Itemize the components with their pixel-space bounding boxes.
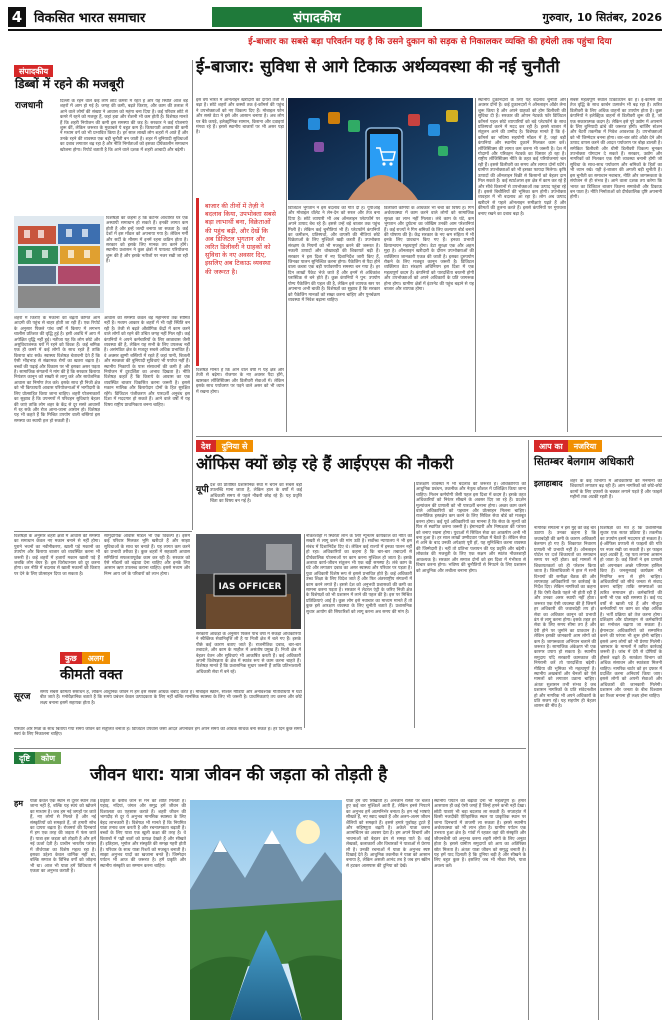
price-kicker-secondary: अलग xyxy=(82,652,110,664)
life-text-4: स्थानीय पर्यटन को बढ़ावा देना भी महत्वपूर्ण है। हमारे आसपास ही कई ऐसी जगहें हैं जिन्हें हमने कभी नहीं देखा। छोटी यात्राएं भी बड़ा बदलाव ला सकती हैं। सप्ताहांत में किसी नजदीकी ऐतिहासिक स्थल या प्राकृतिक स्थान पर जाना दिनचर्या में ताजगी ला सकता है। इससे स्थानीय अर्थव्यवस्था को भी लाभ होता है। ग्रामीण पर्यटन एक उभरता हुआ क्षेत्र है। गांवों में रहकर वहां की संस्कृति और जीवनशैली को अनुभव करना शहरी लोगों के लिए अनूठा होता है। इससे ग्रामीण समुदायों को आय का अतिरिक्त स्रोत मिलता है। अंततः यात्रा जीवन को समृद्ध बनाती है। यह हमें याद दिलाती है कि दुनिया बड़ी है और सीखने के लिए बहुत कुछ है। इसलिए जब भी मौका मिले, यात्रा अवश्य करें। xyxy=(434,799,526,869)
ias-kicker xyxy=(196,440,253,452)
lead-text-1: इस वर्ष भारत में ऑनलाइन खरीदारी का दायरा तेजी से बढ़ा है। छोटे शहरों और कस्बों तक ई-कॉमर्स की पहुंच ने उपभोक्ताओं को नए विकल्प दिए हैं। मोबाइल फोन और सस्ते डेटा ने इसे और आसान बनाया है। अब लोग घर बैठे कपड़े, इलेक्ट्रॉनिक सामान, किराना और दवाइयां मंगवा रहे हैं। इससे स्थानीय बाजारों पर भी असर पड़ा है। xyxy=(196,98,284,136)
life-kicker xyxy=(14,752,61,764)
container-homes-photo xyxy=(14,216,104,313)
ias-officer-photo xyxy=(196,534,301,629)
price-dateline: सूरज xyxy=(14,692,31,702)
september-text-2: नागरिक संगठनों ने इस मुद्दे को कई बार उठाया है। उनका कहना है कि जवाबदेही की कमी के कारण अधिकारी बेलगाम हो गए हैं। शिकायत निवारण प्रणाली भी प्रभावी नहीं है। ऑनलाइन पोर्टल पर दर्ज शिकायतों का समाधान समय पर नहीं होता। कई मामलों में शिकायतकर्ता को ही परेशान किया जाता है। जिलाधिकारी ने हाल में सभी विभागों की समीक्षा बैठक की और लापरवाह अधिकारियों पर कार्रवाई के निर्देश दिए। लेकिन नागरिकों का कहना है कि ऐसी बैठकें पहले भी होती रही हैं और उनका असर स्थायी नहीं होता। जरूरत एक ऐसी व्यवस्था की है जिसमें हर अधिकारी की जवाबदेही तय हो। सेवा का अधिकार कानून को प्रभावी ढंग से लागू करना होगा। इसके तहत हर सेवा के लिए समय सीमा तय है और देरी होने पर जुर्माने का प्रावधान है। लेकिन इसकी जानकारी आम लोगों को कम है। जागरूकता अभियान चलाने की जरूरत है। सामाजिक अंकेक्षण भी एक कारगर उपाय हो सकता है। स्थानीय समुदाय यदि सरकारी कामकाज की निगरानी करें तो पारदर्शिता बढ़ेगी। मीडिया की भूमिका भी महत्वपूर्ण है। स्थानीय अखबारों और चैनलों को ऐसे मामलों को लगातार उठाना चाहिए। अंततः सुशासन तभी संभव है जब प्रशासन नागरिकों के प्रति संवेदनशील हो और नागरिक भी अपने अधिकारों के प्रति सजग रहें। यह सहयोग ही बेहतर शासन की नींव है। xyxy=(534,526,596,710)
masthead xyxy=(8,5,662,31)
lead-text-6: सबसे महत्वपूर्ण सवाल टिकाऊपन का है। ई-कॉमर्स की तेज वृद्धि के साथ कार्बन उत्सर्जन भी बढ़ रहा है। त्वरित डिलीवरी के लिए अधिक वाहनों का उपयोग होता है। कुछ कंपनियों ने इलेक्ट्रिक वाहनों से डिलीवरी शुरू की है, जो एक सकारात्मक कदम है। लेकिन इसे पूरे उद्योग में अपनाने के लिए बुनियादी ढांचे की जरूरत होगी। चार्जिंग स्टेशन और बैटरी तकनीक में निवेश आवश्यक है। उपभोक्ताओं को भी जिम्मेदार बनना होगा। बार-बार छोटे ऑर्डर देने और उत्पाद वापस करने की आदत पर्यावरण पर बोझ डालती है। समेकित डिलीवरी और धीमी डिलीवरी विकल्प चुनकर उपभोक्ता योगदान दे सकते हैं। सरकार, उद्योग और नागरिकों को मिलकर एक ऐसी व्यवस्था बनानी होगी जो सुविधा के साथ-साथ पर्यावरण और श्रमिकों के हितों का भी ध्यान रखे। यही ई-बाजार की अगली बड़ी चुनौती है। इस चुनौती का समाधान नवाचार, नीति और जागरूकता के संयोजन से ही संभव है। आने वाला दशक तय करेगा कि भारत का डिजिटल बाजार कितना समावेशी और टिकाऊ बन पाता है। नीति निर्माताओं को दीर्घकालिक दृष्टि अपनानी होगी। xyxy=(570,98,662,201)
lead-quote xyxy=(196,198,284,366)
left-dateline: राजधानी xyxy=(15,101,43,111)
life-text-1: यात्रा केवल एक स्थान से दूसरे स्थान तक जाना नहीं है, बल्कि यह स्वयं को खोजने का माध्यम है। जब हम नई जगहों पर जाते हैं, नए लोगों से मिलते हैं और नई संस्कृतियों को समझते हैं, तो हमारी सोच का दायरा बढ़ता है। रोजमर्रा की दिनचर्या में हम एक तरह की जड़ता में फंस जाते हैं। यात्रा इस जड़ता को तोड़ती है और हमें नई ऊर्जा देती है। प्राचीन भारतीय परंपरा में तीर्थयात्रा का विशेष महत्व रहा है। इसका उद्देश्य केवल धार्मिक नहीं था, बल्कि समाज के विभिन्न वर्गों को जोड़ना भी था। आज भी यात्रा हमें विविधता में एकता का अनुभव कराती है। xyxy=(30,799,96,875)
ias-text-2: सरकारी आंकड़ों के अनुसार पिछले पांच वर्षों में सैकड़ों अधिकारियों ने स्वैच्छिक सेवानिवृत्ति ली है या निजी क्षेत्र में चले गए हैं। इसके पीछे कई कारण बताए जाते हैं। राजनीतिक दबाव, बार-बार तबादले, और काम के माहौल में असंतोष प्रमुख हैं। निजी क्षेत्र में बेहतर वेतन और सुविधाएं भी आकर्षित करती हैं। कई अधिकारी अपनी विशेषज्ञता के क्षेत्र में स्वतंत्र रूप से काम करना चाहते हैं। विशेषज्ञ मानते हैं कि प्रशासनिक सुधार जरूरी हैं ताकि प्रतिभाशाली अधिकारी सेवा में बने रहें। xyxy=(196,632,301,675)
ias-text-4: प्रशिक्षण व्यवस्था में भी बदलाव की जरूरत है। अधिकारियों को आधुनिक प्रबंधन, तकनीक और नेतृत्व कौशल में प्रशिक्षित किया जाना चाहिए। मिशन कर्मयोगी जैसी पहल इस दिशा में कदम है। इसके तहत अधिकारियों को निरंतर सीखने के अवसर दिए जा रहे हैं। प्रदर्शन मूल्यांकन की प्रणाली को भी पारदर्शी बनाना होगा। अच्छा काम करने वाले अधिकारियों को पहचान और प्रोत्साहन मिलना चाहिए। राजनीतिक हस्तक्षेप कम करने के लिए सिविल सेवा बोर्ड को मजबूत करना होगा। कई पूर्व अधिकारियों का मानना है कि सेवा के मूल्यों को फिर से स्थापित करना जरूरी है। ईमानदारी और निष्पक्षता की परंपरा को बनाए रखना होगा। युवाओं में सिविल सेवा का आकर्षण अभी भी बना हुआ है। हर साल लाखों उम्मीदवार परीक्षा में बैठते हैं। लेकिन सेवा में आने के बाद उनकी अपेक्षाएं पूरी हों, यह सुनिश्चित करना व्यवस्था की जिम्मेदारी है। नहीं तो प्रतिभा पलायन की यह प्रवृत्ति और बढ़ेगी। लोकतंत्र की मजबूती के लिए एक सक्षम और स्वतंत्र नौकरशाही आवश्यक है। सरकार और समाज दोनों को इस दिशा में गंभीरता से विचार करना होगा। भविष्य की चुनौतियों से निपटने के लिए प्रशासन को आधुनिक और लचीला बनाना होगा। xyxy=(416,482,526,574)
september-headline: सितम्बर बेलगाम अधिकारी xyxy=(534,456,634,468)
mountain-river-illustration xyxy=(190,800,342,1020)
column-rule-lead-2 xyxy=(475,98,476,432)
life-headline: जीवन धारा: यात्रा जीवन की जड़ता को तोड़ती है xyxy=(90,765,388,785)
page-number: 4 xyxy=(8,7,26,27)
lead-text-5: स्थानीय दुकानदारों के लिए यह बदलाव चुनौती और अवसर दोनों है। कई दुकानदारों ने ऑनलाइन ऑर्डर लेना शुरू किया है और अपने ग्राहकों को होम डिलीवरी की सुविधा दी है। सरकार की ओपन नेटवर्क फॉर डिजिटल कॉमर्स पहल छोटे व्यापारियों को बड़े प्लेटफॉर्म के साथ प्रतिस्पर्धा करने में मदद कर रही है। इससे बाजार में संतुलन आने की उम्मीद है। विशेषज्ञ मानते हैं कि ई-कॉमर्स का भविष्य सहयोगी मॉडल में है, जहां बड़ी कंपनियां और स्थानीय दुकानें मिलकर काम करें। लॉजिस्टिक्स की लागत कम करना भी जरूरी है। देश में गोदामों और परिवहन नेटवर्क का विस्तार हो रहा है। राष्ट्रीय लॉजिस्टिक्स नीति के तहत कई परियोजनाएं चल रही हैं। इससे डिलीवरी का समय और लागत दोनों घटेंगे। ग्रामीण उपभोक्ताओं को भी इसका फायदा मिलेगा। कृषि उत्पादों की ऑनलाइन बिक्री से किसानों को बेहतर दाम मिल सकते हैं। कई स्टार्टअप्स इस क्षेत्र में काम कर रहे हैं और सीधे किसानों से उपभोक्ताओं तक उत्पाद पहुंचा रहे हैं। इससे बिचौलियों की भूमिका कम होगी। उपभोक्ता व्यवहार में भी बदलाव आ रहा है। लोग अब उत्पाद खरीदने से पहले ऑनलाइन समीक्षाएं पढ़ते हैं और कीमतों की तुलना करते हैं। इससे कंपनियों पर गुणवत्ता बनाए रखने का दबाव बढ़ा है। xyxy=(478,98,566,217)
lead-strap: ई-बाजार का सबसे बड़ा परिवर्तन यह है कि उसने दुकान को सड़क से निकालकर व्यक्ति की हथेली तक पहुंचा दिया xyxy=(248,37,612,47)
life-text-2: प्रकृति के करीब जाने से मन को शांति मिलती है। पहाड़, नदियां, जंगल और समुद्र हमें जीवन की विशालता का एहसास कराते हैं। शहरी जीवन की भागदौड़ से दूर ये अनुभव मानसिक स्वास्थ्य के लिए बेहद लाभकारी हैं। विशेषज्ञ भी मानते हैं कि नियमित यात्रा तनाव कम करती है और रचनात्मकता बढ़ाती है। बच्चों के लिए यात्रा एक खुली कक्षा की तरह है। वे किताबों में पढ़ी बातों को प्रत्यक्ष देखते हैं और सीखते हैं। इतिहास, भूगोल और संस्कृति की समझ गहरी होती है। परिवार के साथ यात्रा रिश्तों को मजबूत बनाती है। साझा अनुभव यादों का खजाना बनते हैं। जिम्मेदार पर्यटन भी आज की जरूरत है। हमें प्रकृति और स्थानीय संस्कृति का सम्मान करना चाहिए। xyxy=(100,799,186,869)
life-text-3: यात्रा हमें धैर्य सिखाती है। अनजान रास्तों पर चलते हुए कई बार मुश्किलें आती हैं, लेकिन इनसे निपटने का अनुभव हमें आत्मनिर्भर बनाता है। हम नई भाषाएं सीखते हैं, नए स्वाद चखते हैं और अलग-अलग जीवन शैलियों को समझते हैं। इससे हमारे पूर्वाग्रह टूटते हैं और सहिष्णुता बढ़ती है। अकेले यात्रा करना आत्मचिंतन का अवसर देता है। हम अपने विचारों और भावनाओं को बेहतर ढंग से समझ पाते हैं। कई लेखकों, कलाकारों और विचारकों ने यात्राओं से प्रेरणा ली है। उनकी रचनाओं में यात्रा के अनुभव स्पष्ट दिखाई देते हैं। आधुनिक तकनीक ने यात्रा को आसान बनाया है, लेकिन असली आनंद तब है जब हम स्क्रीन से हटकर आसपास की दुनिया को देखें। xyxy=(346,799,430,869)
lead-headline: ई-बाजार: सुविधा से आगे टिकाऊ अर्थव्यवस्था की नई चुनौती xyxy=(196,57,560,76)
left-text-4: आवास की समस्या केवल बड़े महानगरों तक सीमित नहीं है। मध्यम आकार के शहरों में भी यही स्थिति बन रही है। तेजी से बढ़ते औद्योगिक केंद्रों में काम करने वाले लोगों को रहने की उचित जगह नहीं मिल रही। कई कंपनियों ने अपने कर्मचारियों के लिए छात्रावास जैसी व्यवस्था की है, लेकिन यह सभी के लिए उपलब्ध नहीं है। असंगठित क्षेत्र के मजदूर सबसे अधिक प्रभावित हैं। वे अक्सर झुग्गी बस्तियों में रहते हैं जहां पानी, बिजली और स्वच्छता की बुनियादी सुविधाएं भी पर्याप्त नहीं हैं। स्थानीय निकायों के पास संसाधनों की कमी है और नियोजन में दूरदर्शिता का अभाव दिखता है। नीति विशेषज्ञ कहते हैं कि किराये के आवास का एक व्यवस्थित बाजार विकसित करना जरूरी है। इससे मकान मालिक और किरायेदार दोनों के हित सुरक्षित रहेंगे। डिजिटल पंजीकरण और पारदर्शी अनुबंध इस दिशा में मददगार हो सकते हैं। आने वाले वर्षों में यह विषय राष्ट्रीय प्राथमिकता बनना चाहिए। xyxy=(104,316,190,408)
ias-headline: ऑफिस क्यों छोड़ रहे हैं आईएएस की नौकरी xyxy=(196,454,454,473)
life-dateline: हम xyxy=(14,799,24,808)
ias-dateline: यूपी xyxy=(196,485,209,495)
lead-quote-text: बाजार की तीनों में तेज़ी ने बदलाव किया, उपभोक्ता सबसे बड़ा लाभार्थी बना, विक्रेताओं की पहुंच बढ़ी, और देखें कि अब डिजिटल भुगतान और त्वरित डिलीवरी ने ग्राहकों को सुविधा के नए अवसर दिए, इसलिए अब टिकाऊ व्यवस्था की जरूरत है। xyxy=(205,202,276,276)
left-text-2: विशेषज्ञों का कहना है कि कंटेनर आधारित घर एक अस्थायी समाधान हो सकते हैं। इनकी लागत कम होती है और इन्हें जल्दी बनाया जा सकता है। कई देशों में इस मॉडल को अपनाया गया है। लेकिन गर्मी और सर्दी के मौसम में इनमें रहना कठिन होता है। सरकार को इसके लिए मानक तय करने होंगे। स्थानीय प्रशासन ने कुछ क्षेत्रों में पायलट परियोजना शुरू की है और इसके नतीजों पर नजर रखी जा रही है। xyxy=(106,216,188,265)
left-headline: डिब्बों में रहने की मजबूरी xyxy=(15,77,124,91)
september-text-3: विशेषज्ञों का मत है कि प्रशासनिक सुधार एक सतत प्रक्रिया है। तकनीक का उपयोग इसमें मददगार हो सकता है। ई-ऑफिस प्रणाली से फाइलों की गति पर नजर रखी जा सकती है। हर फाइल कहां अटकी है, यह पता लगाना आसान हो जाता है। कई जिलों ने इस प्रणाली को अपनाकर अच्छे परिणाम हासिल किए हैं। जनसुनवाई कार्यक्रम भी नियमित रूप से होने चाहिए। अधिकारियों को सीधे जनता से संवाद करना चाहिए ताकि समस्याओं का त्वरित समाधान हो। कर्मचारियों की कमी भी एक बड़ी समस्या है। कई पद वर्षों से खाली पड़े हैं और मौजूदा कर्मचारियों पर काम का बोझ अधिक है। भर्ती प्रक्रिया को तेज करना होगा। प्रशिक्षण और प्रोत्साहन से कर्मचारियों का मनोबल बढ़ाया जा सकता है। ईमानदार अधिकारियों को सम्मानित करने की परंपरा भी शुरू होनी चाहिए। इससे अन्य लोगों को भी प्रेरणा मिलेगी। भ्रष्टाचार के मामलों में त्वरित कार्रवाई जरूरी है। जांच में देरी से दोषियों के हौसले बढ़ते हैं। सतर्कता विभाग को अधिक संसाधन और स्वतंत्रता मिलनी चाहिए। नागरिक चार्टर को हर दफ्तर में प्रदर्शित करना अनिवार्य किया जाए। इससे लोगों को अपनी सेवाओं और अधिकारों की जानकारी मिलेगी। प्रशासन और जनता के बीच विश्वास का रिश्ता बनाना ही लक्ष्य होना चाहिए। xyxy=(600,526,662,699)
ecommerce-illustration xyxy=(288,98,473,200)
column-rule-lead-3 xyxy=(567,98,568,432)
lead-text-3: डिजिटल भुगतान ने इस बदलाव को गति दी है। यूपीआई और मोबाइल वॉलेट ने लेन-देन को सरल और तेज बना दिया है। छोटे व्यापारी भी अब ऑनलाइन प्लेटफॉर्म पर अपने उत्पाद बेच रहे हैं। इससे उन्हें बड़े बाजार तक पहुंच मिली है। लेकिन कई चुनौतियां भी हैं। प्लेटफॉर्म कंपनियों का कमीशन, प्रतिस्पर्धा, और वापसी की नीतियां छोटे विक्रेताओं के लिए मुश्किलें खड़ी करती हैं। उपभोक्ता संरक्षण के नियमों को भी मजबूत करने की जरूरत है। नकली उत्पादों और धोखाधड़ी की शिकायतें बढ़ी हैं। सरकार ने इस दिशा में नए दिशानिर्देश जारी किए हैं, जिनका पालन सुनिश्चित करना होगा। पैकेजिंग से पैदा होने वाला कचरा एक बड़ी पर्यावरणीय समस्या बन गया है। हर दिन लाखों पैकेट भेजे जाते हैं और इनमें से अधिकांश प्लास्टिक से बने होते हैं। कुछ कंपनियों ने पुन: उपयोग योग्य पैकेजिंग की पहल की है, लेकिन इसे व्यापक स्तर पर अपनाना अभी बाकी है। विशेषज्ञों का सुझाव है कि सरकार को पैकेजिंग मानकों को सख्त करना चाहिए और पुनर्चक्रण व्यवस्था में निवेश बढ़ाना चाहिए। xyxy=(288,206,380,303)
column-rule-left xyxy=(192,60,193,530)
issue-date: गुरुवार, 10 सितंबर, 2026 xyxy=(542,10,662,24)
september-dateline: इलाहाबाद xyxy=(534,479,563,488)
september-kicker-secondary: नजरिया xyxy=(568,440,602,452)
september-text-1: शहर के कई विभागों में अधिकारियों की मनमानी की शिकायतें लगातार बढ़ रही हैं। आम नागरिकों को छोटे-छोटे कामों के लिए दफ्तरों के चक्कर लगाने पड़ते हैं और फाइलें महीनों तक अटकी रहती हैं। xyxy=(570,479,662,501)
pre-price-text-1: विशेषज्ञों के अनुसार शहरी क्षेत्रों में आवास की समस्या का समाधान केवल नए मकान बनाने से नहीं होगा। पुराने भवनों का नवीनीकरण, खाली पड़े मकानों का उपयोग और किराया बाजार को व्यवस्थित करना भी जरूरी है। कई शहरों में हजारों मकान खाली पड़े हैं जबकि लोग बेघर हैं। इस विरोधाभास को दूर करना होगा। कर नीति में बदलाव से खाली मकानों को किराए पर देने के लिए प्रोत्साहन दिया जा सकता है। xyxy=(14,534,100,577)
column-rule-right xyxy=(528,440,529,1020)
ias-kicker-secondary: दुनिया से xyxy=(216,440,254,452)
september-kicker-primary: आप का xyxy=(534,440,568,452)
paper-name: विकसित भारत समाचार xyxy=(34,11,146,26)
life-kicker-secondary: कोण xyxy=(35,752,61,764)
mountain-river-photo xyxy=(190,800,342,1020)
pre-price-text-2: सामुदायिक आवास मॉडल भी एक विकल्प है। इसमें कई परिवार मिलकर भूमि खरीदते हैं और साझा सुविधाओं के साथ घर बनाते हैं। यह लागत कम करने का प्रभावी तरीका है। कुछ शहरों में सहकारी आवास समितियां सफलतापूर्वक काम कर रही हैं। सरकार को ऐसे मॉडलों को बढ़ावा देना चाहिए और इनके लिए आसान ऋण उपलब्ध कराना चाहिए। इससे मध्यम और निम्न आय वर्ग के परिवारों को लाभ होगा। xyxy=(104,534,190,577)
left-kicker xyxy=(14,65,53,77)
column-rule-ias-2 xyxy=(414,482,415,728)
price-kicker-primary: कुछ xyxy=(60,652,82,664)
container-homes-illustration xyxy=(14,216,104,313)
column-rule-life-1 xyxy=(98,799,99,1020)
column-rule-ias-1 xyxy=(304,534,305,728)
column-rule-lead-1 xyxy=(286,98,287,432)
left-text-3: शहरों में किराए के मकानों की बढ़ती कीमतें आम आदमी की पहुंच से बाहर होती जा रही हैं। एक रिपोर्ट के अनुसार पिछले पांच वर्षों में किराए में लगभग चालीस प्रतिशत की वृद्धि हुई है। इसी अवधि में आय में अपेक्षित वृद्धि नहीं हुई। नतीजा यह कि लोग छोटे और असुविधाजनक घरों में रहने को विवश हैं। कई श्रमिक एक ही कमरे में कई लोगों के साथ रहते हैं ताकि किराया बांट सकें। स्वास्थ्य विशेषज्ञ चेतावनी देते हैं कि ऐसी भीड़भाड़ से संक्रामक रोगों का खतरा बढ़ता है। बच्चों की पढ़ाई और विकास पर भी इसका असर पड़ता है। सामाजिक संगठनों ने मांग की है कि सरकार किराया नियंत्रण कानून को सख्ती से लागू करे और सार्वजनिक आवास का निर्माण तेज करे। इसके साथ ही निजी क्षेत्र को भी किफायती आवास परियोजनाओं में भागीदारी के लिए प्रोत्साहित किया जाना चाहिए। शहरी योजनाकारों का सुझाव है कि उपनगरों में परिवहन सुविधाएं बेहतर की जाएं ताकि लोग शहर के केंद्र से दूर सस्ते आवासों में रह सकें और रोज आना-जाना आसान हो। विशेषज्ञ यह भी कहते हैं कि मिश्रित उपयोग वाली बस्तियां इस समस्या का स्थायी हल हो सकती हैं। xyxy=(14,316,100,424)
september-kicker xyxy=(534,440,602,452)
ias-kicker-primary: देश xyxy=(196,440,216,452)
ias-text-1: देश की प्रतिष्ठित प्रशासनिक सेवा में चयन को सबसे बड़ी उपलब्धि माना जाता है, लेकिन हाल के वर्षों में कई अधिकारी समय से पहले नौकरी छोड़ रहे हैं। यह प्रवृत्ति चिंता का विषय बन गई है। xyxy=(210,483,302,505)
life-top-rule xyxy=(14,748,526,749)
left-bottom-rule xyxy=(14,531,192,532)
ecommerce-image-caption xyxy=(288,200,473,204)
column-rule-september xyxy=(598,526,599,1020)
price-text-2: परिवार और मित्रों के साथ बिताया गया समय जीवन को संतुलित बनाता है। डिजिटल उपवास जैसी आदतें अपनाकर हम अपने समय को अधिक सार्थक बना सकते हैं। हर दिन कुछ समय स्वयं के लिए निकालना चाहिए। xyxy=(14,727,302,738)
price-text-1: समय सबसे कीमती संसाधन है, लेकिन आधुनिक जीवन में हम इसे सबसे अधिक बर्बाद करते हैं। मोबाइल स्क्रीन, सोशल मीडिया और अनावश्यक गतिविधियों में घंटों बीत जाते हैं। मनोवैज्ञानिक बताते हैं कि समय प्रबंधन केवल उत्पादकता के लिए नहीं बल्कि मानसिक स्वास्थ्य के लिए भी जरूरी है। प्राथमिकताएं तय करना और छोटे लक्ष्य बनाना इसमें सहायक होता है। xyxy=(40,690,302,706)
left-text-1: दिल्ली के रहने वाले कई लोग छोटे कमरों में रहते हैं और यह स्थिति आज बड़े शहरों में आम हो गई है। जगह की कमी, बढ़ते किराए, और काम की तलाश में आने वाले लोगों की संख्या ने आवास को महंगा बना दिया है। कई परिवार छोटे से कमरे में रहने को मजबूर हैं, जहां हवा और रोशनी भी कम होती है। विशेषज्ञ मानते हैं कि शहरी नियोजन की कमी इस समस्या की जड़ है। सरकार ने कई योजनाएं शुरू कीं, लेकिन जरूरत के मुकाबले ये बहुत कम हैं। किफायती आवास की कमी ने मध्यम वर्ग को भी प्रभावित किया है। हर साल लाखों लोग शहरों में आते हैं और उनके रहने की व्यवस्था एक बड़ी चुनौती बन जाती है। शहर में बुनियादी सुविधाओं का दबाव लगातार बढ़ रहा है और नीति निर्माताओं को इसका दीर्घकालीन समाधान खोजना होगा। रिपोर्ट बताती है कि आने वाले दशक में शहरी आबादी और बढ़ेगी। xyxy=(60,99,188,153)
price-headline: कीमती वक्त xyxy=(60,667,123,683)
left-kicker-label: संपादकीय xyxy=(14,65,53,77)
ias-sign-text: IAS OFFICER xyxy=(218,582,282,592)
section-name: संपादकीय xyxy=(212,7,422,27)
lead-text-2: विशेषज्ञ मानते हैं कि आने वाले वर्षों में यह क्षेत्र और तेजी से बढ़ेगा। रोजगार के नए अवसर पैदा होंगे, खासकर लॉजिस्टिक्स और डिलीवरी सेवाओं में। लेकिन इसके साथ पर्यावरण पर पड़ने वाले असर को भी ध्यान में रखना होगा। xyxy=(196,368,284,395)
life-kicker-primary: दृष्टि xyxy=(14,752,35,764)
ecommerce-hero-image xyxy=(288,98,473,200)
price-kicker xyxy=(60,652,110,664)
column-rule-life-2 xyxy=(432,799,433,1020)
lead-bottom-rule xyxy=(196,436,662,437)
ias-text-3: नौकरशाही में स्थिरता लाने के लिए न्यूनतम कार्यकाल की नीति को सख्ती से लागू करने की मांग उठी है। सर्वोच्च न्यायालय ने भी इस संबंध में दिशानिर्देश दिए थे। लेकिन कई राज्यों में इनका पालन नहीं हो रहा। अधिकारियों का कहना है कि बार-बार तबादलों से दीर्घकालिक योजनाओं पर काम करना मुश्किल हो जाता है। इसके अलावा कार्य-जीवन संतुलन भी एक बड़ी समस्या है। लंबे काम के घंटे और लगातार दबाव का असर स्वास्थ्य और परिवार पर पड़ता है। युवा अधिकारी विशेष रूप से इससे प्रभावित होते हैं। कई अधिकारी उच्च शिक्षा के लिए विदेश जाते हैं और फिर अंतरराष्ट्रीय संगठनों में काम करने लगते हैं। इससे देश को अनुभवी प्रशासकों की कमी का सामना करना पड़ता है। सरकार ने लेटरल एंट्री के जरिए निजी क्षेत्र के विशेषज्ञों को भी प्रशासन में लाने की पहल की है। इस पर मिश्रित प्रतिक्रियाएं आई हैं। कुछ लोग इसे नवाचार का माध्यम मानते हैं तो कुछ इसे आरक्षण व्यवस्था के लिए चुनौती बताते हैं। प्रशासनिक सुधार आयोग की सिफारिशों को लागू करना अब समय की मांग है। xyxy=(306,534,412,615)
lead-text-4: डिलीवरी कर्मियों के अधिकार भी चर्चा का विषय हैं। गिग अर्थव्यवस्था में काम करने वाले लोगों को सामाजिक सुरक्षा का लाभ नहीं मिलता। लंबे काम के घंटे, कम भुगतान और दुर्घटना का जोखिम उनकी आम परेशानियां हैं। कई राज्यों ने गिग श्रमिकों के लिए कल्याण बोर्ड बनाने की घोषणा की है। केंद्र सरकार के नए श्रम संहिता में भी इनके लिए प्रावधान किए गए हैं। इनका प्रभावी क्रियान्वयन महत्वपूर्ण होगा। डेटा सुरक्षा एक और अहम मुद्दा है। ऑनलाइन खरीदारी के दौरान उपभोक्ताओं की व्यक्तिगत जानकारी एकत्र की जाती है। इसका दुरुपयोग रोकने के लिए मजबूत कानून जरूरी है। डिजिटल व्यक्तिगत डेटा संरक्षण अधिनियम इस दिशा में एक महत्वपूर्ण कदम है। कंपनियों को पारदर्शिता बरतनी होगी और उपभोक्ताओं को अपने अधिकारों के प्रति जागरूक होना होगा। ग्रामीण क्षेत्रों में इंटरनेट की पहुंच बढ़ाने से यह बाजार और व्यापक होगा। xyxy=(384,206,474,293)
ias-officer-illustration xyxy=(196,534,301,629)
